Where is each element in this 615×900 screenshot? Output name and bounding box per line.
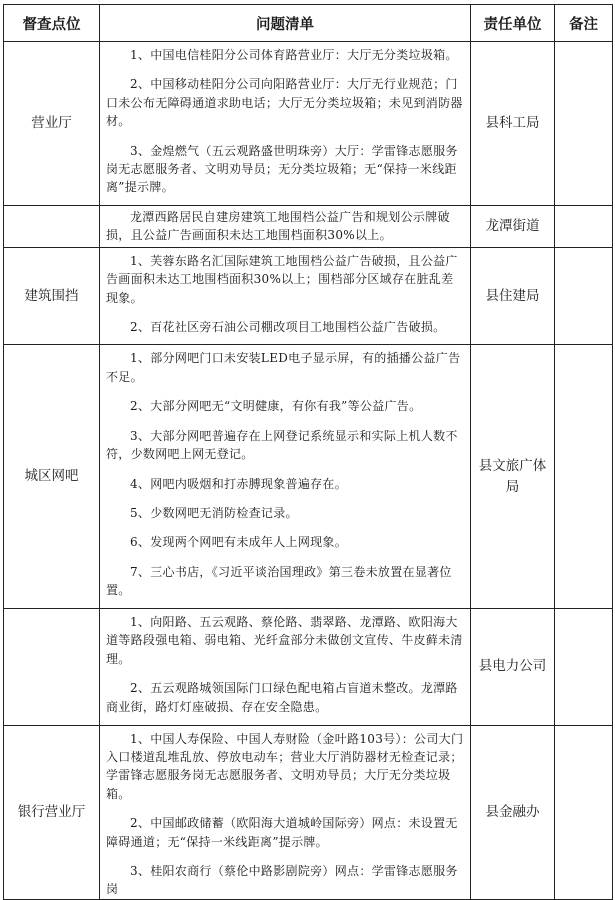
- location-cell: [4, 205, 100, 247]
- location-cell: 城区网吧: [4, 345, 100, 608]
- table-row: [4, 205, 613, 247]
- issues-cell: [100, 205, 471, 247]
- issue-item: 2、五云观路城领国际门口绿色配电箱占盲道未整改。龙潭路商业街，路灯灯座破损、存在安全隐患。: [106, 681, 458, 714]
- note-cell: [555, 345, 613, 608]
- issue-item: 1、芙蓉东路名汇国际建筑工地围档公益广告破损，且公益广告画面积未达工地围档面积30%以上；围档部分区域存在脏乱差现象。: [106, 253, 458, 305]
- unit-cell: 县金融办: [471, 725, 555, 899]
- unit-cell: 县科工局: [471, 42, 555, 206]
- issue-item: 3、大部分网吧普遍存在上网登记系统显示和实际上机人数不符，少数网吧上网无登记。: [106, 428, 458, 462]
- location-cell: [4, 608, 100, 725]
- issues-cell: [100, 42, 471, 206]
- issue-item: 3、桂阳农商行（蔡伦中路影剧院旁）网点：学雷锋志愿服务岗: [106, 863, 458, 897]
- issue-item: 2、百花社区旁石油公司棚改项目工地围档公益广告破损。: [130, 320, 446, 335]
- issue-item: 1、向阳路、五云观路、蔡伦路、翡翠路、龙潭路、欧阳海大道等路段强电箱、弱电箱、光纤盒部分未做创文宣传、牛皮藓未清理。: [106, 615, 463, 666]
- header-location: 督查点位: [4, 5, 100, 42]
- location-cell: 银行营业厅: [4, 725, 100, 899]
- table-row: [4, 247, 613, 345]
- issue-item: 2、中国邮政储蓄（欧阳海大道城岭国际旁）网点：未设置无障碍通道；无“保持一米线距离”提示牌。: [106, 816, 458, 849]
- note-cell: [555, 608, 613, 725]
- inspection-table: [3, 4, 613, 900]
- issue-item: 3、金煌燃气（五云观路盛世明珠旁）大厅：学雷锋志愿服务岗无志愿服务者、文明劝导员；无分类垃圾箱；无“保持一米线距离”提示牌。: [106, 143, 458, 195]
- header-unit: 责任单位: [471, 5, 555, 42]
- location-cell: 建筑围挡: [4, 247, 100, 345]
- issues-cell: [100, 345, 471, 608]
- table-row: [4, 345, 613, 608]
- table-row: [4, 42, 613, 206]
- unit-cell: 龙潭街道: [471, 205, 555, 247]
- table-row: [4, 725, 613, 899]
- unit-cell: 县电力公司: [471, 608, 555, 725]
- issue-item: 龙潭西路居民自建房建筑工地围档公益广告和规划公示牌破损，且公益广告画面积未达工地围档面积30%以上。: [106, 209, 450, 243]
- unit-cell: 县文旅广体局: [471, 345, 555, 608]
- note-cell: [555, 42, 613, 206]
- issue-item: 4、网吧内吸烟和打赤膊现象普遍存在。: [130, 476, 348, 491]
- issues-cell: [100, 608, 471, 725]
- location-cell: 营业厅: [4, 42, 100, 206]
- issue-item: 5、少数网吧无消防检查记录。: [130, 505, 298, 520]
- note-cell: [555, 247, 613, 345]
- header-row: [4, 5, 613, 42]
- issue-item: 1、中国人寿保险、中国人寿财险（金叶路103号）：公司大门入口楼道乱堆乱放、停放电动车；营业大厅消防器材无检查记录；学雷锋志愿服务岗无志愿服务者、文明劝导员；大厅无分类垃圾箱。: [106, 731, 464, 801]
- issue-item: 1、中国电信桂阳分公司体育路营业厅：大厅无分类垃圾箱。: [130, 48, 458, 62]
- issue-item: 7、三心书店，《习近平谈治国理政》第三卷未放置在显著位置。: [106, 564, 452, 598]
- header-issues: 问题清单: [100, 5, 471, 42]
- issue-item: 1、部分网吧门口未安装LED电子显示屏，有的插播公益广告不足。: [106, 351, 461, 384]
- issues-cell: [100, 247, 471, 345]
- issues-cell: [100, 725, 471, 899]
- issue-item: 2、中国移动桂阳分公司向阳路营业厅：大厅无行业规范；门口未公布无障碍通道求助电话；大厅无分类垃圾箱；未见到消防器材。: [106, 77, 463, 129]
- header-note: 备注: [555, 5, 613, 42]
- note-cell: [555, 205, 613, 247]
- table-row: [4, 608, 613, 725]
- note-cell: [555, 725, 613, 899]
- issue-item: 6、发现两个网吧有未成年人上网现象。: [130, 535, 348, 550]
- issue-item: 2、大部分网吧无“文明健康，有你有我”等公益广告。: [130, 399, 422, 414]
- unit-cell: 县住建局: [471, 247, 555, 345]
